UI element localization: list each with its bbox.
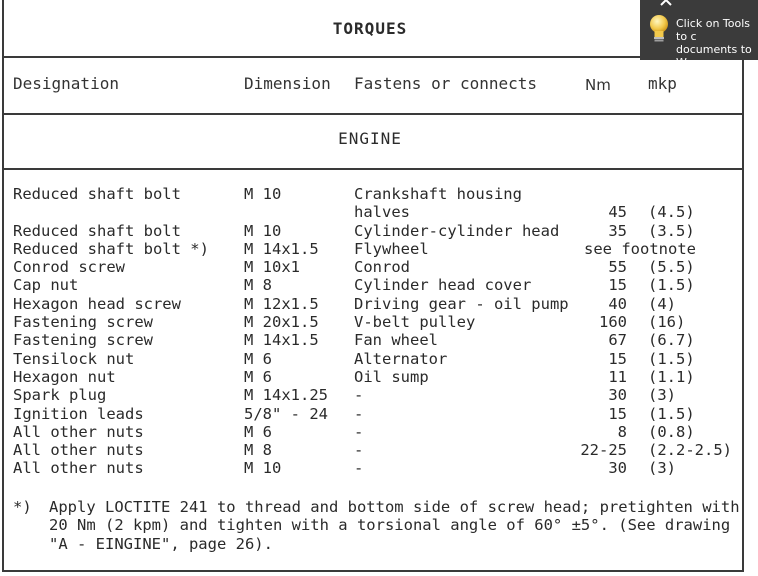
header-dimension: Dimension bbox=[244, 74, 331, 93]
cell-fastens: V-belt pulley bbox=[354, 313, 476, 332]
table-row bbox=[0, 276, 740, 294]
cell-designation: Tensilock nut bbox=[13, 349, 135, 368]
cell-designation: Hexagon head screw bbox=[13, 294, 181, 313]
cell-nm: 8 bbox=[617, 422, 627, 441]
table-row bbox=[0, 222, 740, 240]
cell-fastens: Cylinder head cover bbox=[354, 276, 532, 295]
cell-mkp: (4.5) bbox=[648, 203, 695, 222]
section-heading: ENGINE bbox=[338, 129, 402, 148]
cell-mkp: (0.8) bbox=[648, 422, 695, 441]
cell-mkp: (2.2-2.5) bbox=[648, 441, 732, 460]
header-designation: Designation bbox=[13, 74, 119, 93]
cell-dimension: M 14x1.5 bbox=[244, 331, 319, 350]
cell-fastens: halves bbox=[354, 203, 410, 222]
cell-dimension: M 6 bbox=[244, 367, 272, 386]
cell-dimension: 5/8" - 24 bbox=[244, 404, 328, 423]
cell-fastens: - bbox=[354, 459, 364, 478]
cell-fastens: - bbox=[354, 386, 364, 405]
cell-designation: All other nuts bbox=[13, 459, 144, 478]
cell-designation: Cap nut bbox=[13, 276, 79, 295]
caret-up-icon[interactable] bbox=[660, 0, 672, 7]
cell-nm: 15 bbox=[608, 349, 627, 368]
tools-tooltip[interactable] bbox=[640, 0, 758, 69]
cell-fastens: Fan wheel bbox=[354, 331, 438, 350]
cell-mkp: (1.5) bbox=[648, 404, 695, 423]
cell-mkp: (3) bbox=[648, 459, 676, 478]
cell-designation: Hexagon nut bbox=[13, 367, 116, 386]
divider bbox=[2, 56, 744, 58]
tooltip-line-2: documents to Wo bbox=[676, 43, 752, 69]
cell-mkp: (4) bbox=[648, 294, 676, 313]
footnote-mark: *) bbox=[13, 498, 32, 516]
cell-nm: 35 bbox=[608, 221, 627, 240]
cell-designation: Reduced shaft bolt bbox=[13, 221, 181, 240]
cell-mkp: (3.5) bbox=[648, 221, 695, 240]
cell-mkp: (6.7) bbox=[648, 331, 695, 350]
cell-dimension: M 14x1.5 bbox=[244, 239, 319, 258]
cell-mkp: (3) bbox=[648, 386, 676, 405]
table-row bbox=[0, 331, 740, 349]
cell-fastens: Conrod bbox=[354, 258, 410, 277]
table-row bbox=[0, 203, 740, 221]
cell-dimension: M 10x1 bbox=[244, 258, 300, 277]
header-mkp: mkp bbox=[648, 74, 677, 93]
table-row bbox=[0, 240, 740, 258]
cell-dimension: M 20x1.5 bbox=[244, 313, 319, 332]
cell-designation: Reduced shaft bolt *) bbox=[13, 239, 209, 258]
cell-nm: 67 bbox=[608, 331, 627, 350]
cell-nm: 15 bbox=[608, 276, 627, 295]
cell-nm: 11 bbox=[608, 367, 627, 386]
cell-dimension: M 10 bbox=[244, 221, 282, 240]
cell-designation: Ignition leads bbox=[13, 404, 144, 423]
tooltip-line-1: Click on Tools to c bbox=[676, 17, 751, 43]
cell-fastens: - bbox=[354, 422, 364, 441]
footnote bbox=[13, 498, 741, 553]
table-row bbox=[0, 386, 740, 404]
cell-nm: 45 bbox=[608, 203, 627, 222]
cell-mkp: (1.5) bbox=[648, 349, 695, 368]
cell-designation: Fastening screw bbox=[13, 313, 153, 332]
table-row bbox=[0, 405, 740, 423]
cell-nm: 160 bbox=[599, 313, 627, 332]
cell-mkp: (1.5) bbox=[648, 276, 695, 295]
table-row bbox=[0, 350, 740, 368]
cell-nm: 30 bbox=[608, 386, 627, 405]
cell-mkp: (1.1) bbox=[648, 367, 695, 386]
header-nm: Nm bbox=[585, 76, 611, 94]
cell-nm: 22-25 bbox=[580, 441, 627, 460]
cell-fastens: Alternator bbox=[354, 349, 448, 368]
table-row bbox=[0, 441, 740, 459]
cell-dimension: M 6 bbox=[244, 422, 272, 441]
cell-dimension: M 6 bbox=[244, 349, 272, 368]
cell-fastens: Cylinder-cylinder head bbox=[354, 221, 560, 240]
cell-fastens: Driving gear - oil pump bbox=[354, 294, 569, 313]
cell-dimension: M 14x1.25 bbox=[244, 386, 328, 405]
table-row bbox=[0, 258, 740, 276]
torque-rows bbox=[0, 185, 740, 478]
cell-fastens: - bbox=[354, 441, 364, 460]
cell-nm: 40 bbox=[608, 294, 627, 313]
table-row bbox=[0, 313, 740, 331]
divider bbox=[2, 168, 744, 170]
cell-nm: 30 bbox=[608, 459, 627, 478]
table-row bbox=[0, 368, 740, 386]
table-row bbox=[0, 295, 740, 313]
cell-designation: Spark plug bbox=[13, 386, 107, 405]
cell-dimension: M 10 bbox=[244, 185, 282, 203]
footnote-text: Apply LOCTITE 241 to thread and bottom side of screw head; pretighten with 20 Nm (2 kpm) and tighten with a torsional angle of 60° ±5°. (See drawing "A - EINGINE", page 26). bbox=[49, 498, 740, 553]
cell-mkp: (16) bbox=[648, 313, 686, 332]
cell-nm: see footnote bbox=[584, 239, 696, 258]
cell-dimension: M 12x1.5 bbox=[244, 294, 319, 313]
cell-designation: Conrod screw bbox=[13, 258, 125, 277]
cell-mkp: (5.5) bbox=[648, 258, 695, 277]
cell-nm: 55 bbox=[608, 258, 627, 277]
table-title: TORQUES bbox=[332, 19, 408, 38]
cell-designation: All other nuts bbox=[13, 441, 144, 460]
table-row bbox=[0, 423, 740, 441]
cell-designation: Reduced shaft bolt bbox=[13, 185, 181, 203]
table-row bbox=[0, 459, 740, 477]
header-fastens: Fastens or connects bbox=[354, 74, 538, 93]
table-row bbox=[0, 185, 740, 203]
cell-designation: All other nuts bbox=[13, 422, 144, 441]
cell-dimension: M 10 bbox=[244, 459, 282, 478]
cell-dimension: M 8 bbox=[244, 276, 272, 295]
cell-designation: Fastening screw bbox=[13, 331, 153, 350]
cell-fastens: Crankshaft housing bbox=[354, 185, 522, 203]
lightbulb-icon bbox=[648, 14, 670, 44]
cell-fastens: Oil sump bbox=[354, 367, 429, 386]
divider bbox=[2, 113, 744, 115]
cell-fastens: - bbox=[354, 404, 364, 423]
cell-dimension: M 8 bbox=[244, 441, 272, 460]
cell-fastens: Flywheel bbox=[354, 239, 429, 258]
cell-nm: 15 bbox=[608, 404, 627, 423]
